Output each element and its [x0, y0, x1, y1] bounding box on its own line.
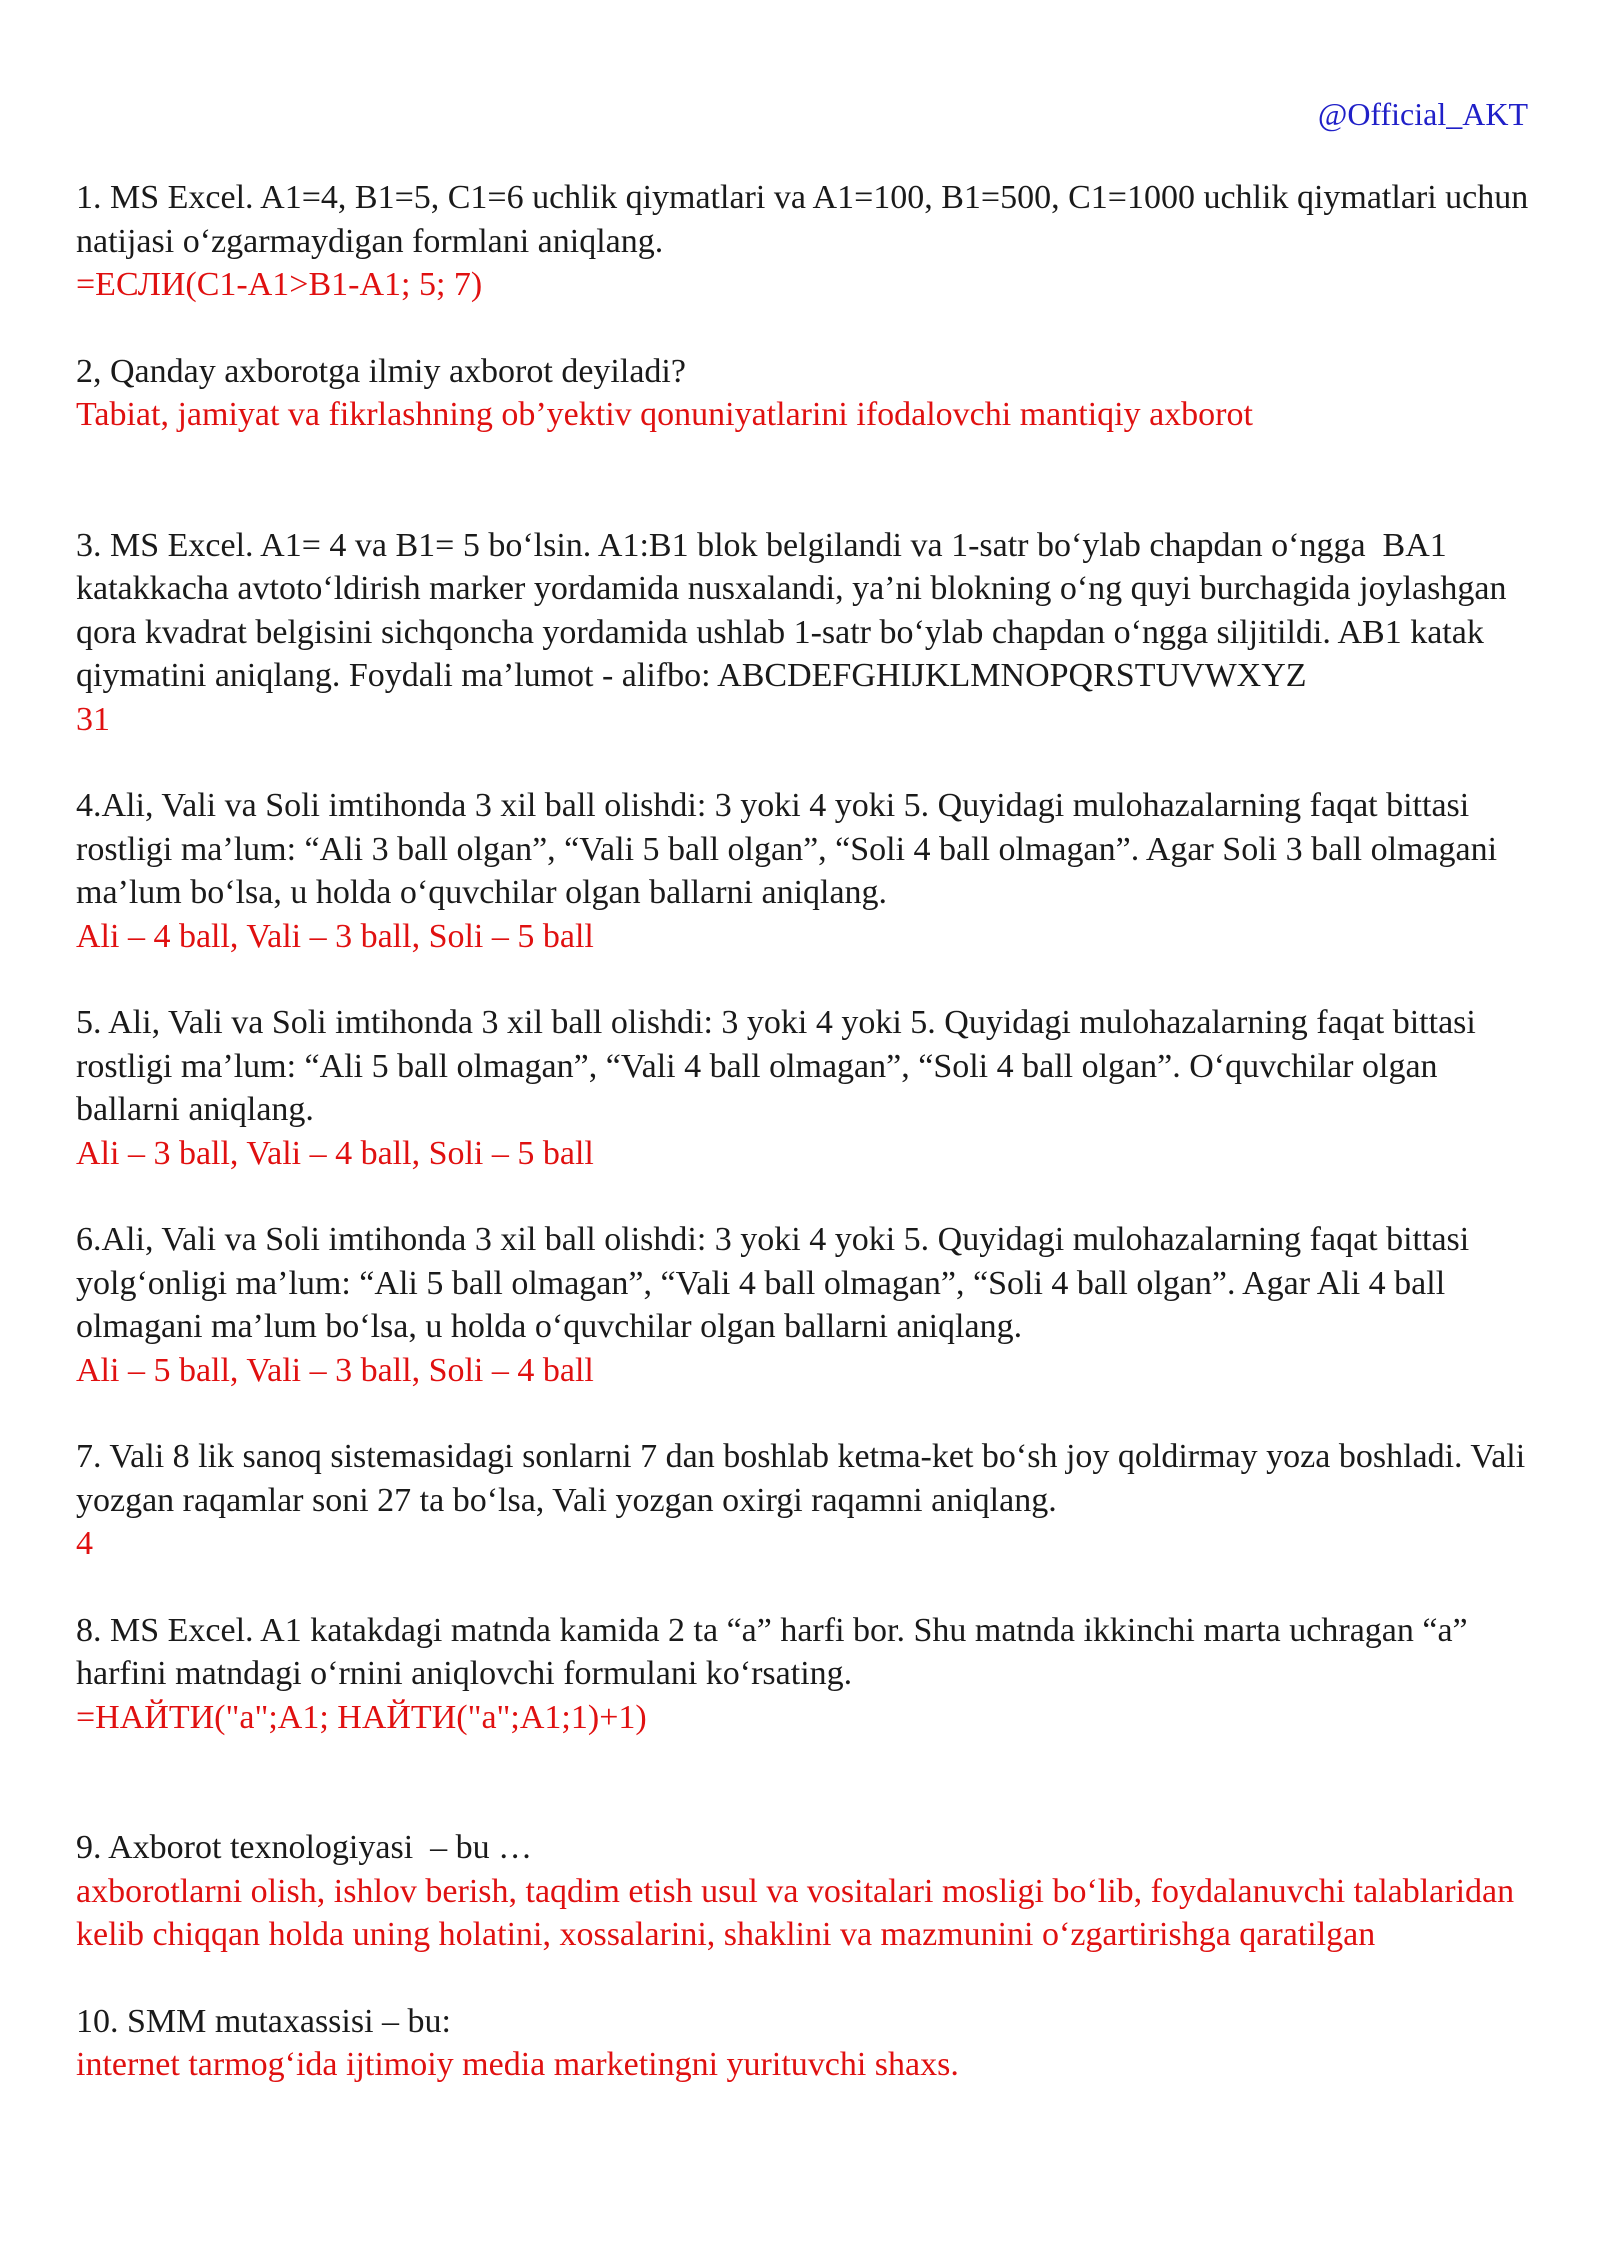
question-item: [76, 1826, 1536, 1957]
answer-text: 31: [76, 700, 110, 738]
channel-handle: @Official_AKT: [1317, 96, 1528, 132]
question-item: [76, 1435, 1536, 1566]
question-item: [76, 1609, 1536, 1740]
question-text: 6.Ali, Vali va Soli imtihonda 3 xil ball olishdi: 3 yoki 4 yoki 5. Quyidagi mulohazalarning faqat bittasi yolg‘onligi ma’lum: “Ali 5 ball olmagan”, “Vali 4 ball olmagan”, “Soli 4 ball olgan”. Agar Ali 4 ball olmagani ma’lum bo‘lsa, u holda o‘quvchilar olgan ballarni aniqlang.: [76, 1221, 1478, 1345]
answer-text: Tabiat, jamiyat va fikrlashning ob’yektiv qonuniyatlarini ifodalovchi mantiqiy axborot: [76, 396, 1253, 433]
question-text: 4.Ali, Vali va Soli imtihonda 3 xil ball olishdi: 3 yoki 4 yoki 5. Quyidagi mulohazalarning faqat bittasi rostligi ma’lum: “Ali 3 ball olgan”, “Vali 5 ball olgan”, “Soli 4 ball olmagan”. Agar Soli 3 ball olmagani ma’lum bo‘lsa, u holda o‘quvchilar olgan ballarni aniqlang.: [76, 787, 1506, 911]
question-item: [76, 1218, 1536, 1392]
question-text: 8. MS Excel. A1 katakdagi matnda kamida 2 ta “a” harfi bor. Shu matnda ikkinchi marta uchragan “a” harfini matndagi o‘rnini aniqlovchi formulani ko‘rsating.: [76, 1611, 1477, 1692]
question-item: [76, 350, 1536, 437]
answer-text: axborotlarni olish, ishlov berish, taqdim etish usul va vositalari mosligi bo‘lib, foydalanuvchi talablaridan kelib chiqqan holda uning holatini, xossalarini, shaklini va mazmunini o‘zgartirishga qaratilgan: [76, 1872, 1515, 1953]
answer-text: 4: [76, 1525, 93, 1562]
question-text: 5. Ali, Vali va Soli imtihonda 3 xil ball olishdi: 3 yoki 4 yoki 5. Quyidagi mulohazalarning faqat bittasi rostligi ma’lum: “Ali 5 ball olmagan”, “Vali 4 ball olmagan”, “Soli 4 ball olgan”. O‘quvchilar olgan ballarni aniqlang.: [76, 1004, 1485, 1128]
question-text: 9. Axborot texnologiyasi – bu …: [76, 1829, 533, 1866]
question-text: 3. MS Excel. A1= 4 va B1= 5 bo‘lsin. A1:B1 blok belgilandi va 1-satr bo‘ylab chapdan o‘ngga BA1 katakkacha avtoto‘ldirish marker yordamida nusxalandi, ya’ni blokning o‘ng quyi burchagida joylashgan qora kvadrat belgisini sichqoncha yordamida ushlab 1-satr bo‘ylab chapdan o‘ngga siljitildi. AB1 katak qiymatini aniqlang. Foydali ma’lumot - alifbo: ABCDEFGHIJKLMNOPQRSTUVWXYZ: [76, 526, 1515, 694]
answer-text: =НАЙТИ("a";A1; НАЙТИ("a";A1;1)+1): [76, 1698, 647, 1736]
question-item: [76, 2000, 1536, 2087]
question-text: 10. SMM mutaxassisi – bu:: [76, 2002, 451, 2040]
question-item: [76, 1001, 1536, 1175]
question-item: [76, 176, 1536, 307]
answer-text: internet tarmog‘ida ijtimoiy media marketingni yurituvchi shaxs.: [76, 2046, 959, 2083]
answer-text: Ali – 5 ball, Vali – 3 ball, Soli – 4 ball: [76, 1351, 594, 1389]
answer-text: =ЕСЛИ(C1-A1>B1-A1; 5; 7): [76, 266, 483, 303]
question-text: 7. Vali 8 lik sanoq sistemasidagi sonlarni 7 dan boshlab ketma-ket bo‘sh joy qoldirmay yoza boshladi. Vali yozgan raqamlar soni 27 ta bo‘lsa, Vali yozgan oxirgi raqamni aniqlang.: [76, 1438, 1534, 1519]
question-item: [76, 524, 1536, 742]
answer-text: Ali – 3 ball, Vali – 4 ball, Soli – 5 ball: [76, 1134, 594, 1172]
question-text: 1. MS Excel. A1=4, B1=5, C1=6 uchlik qiymatlari va A1=100, B1=500, C1=1000 uchlik qiymatlari uchun natijasi o‘zgarmaydigan formlani aniqlang.: [76, 179, 1537, 260]
question-text: 2, Qanday axborotga ilmiy axborot deyiladi?: [76, 352, 686, 390]
answer-text: Ali – 4 ball, Vali – 3 ball, Soli – 5 ball: [76, 917, 594, 955]
question-list: [76, 176, 1536, 2087]
question-item: [76, 784, 1536, 958]
